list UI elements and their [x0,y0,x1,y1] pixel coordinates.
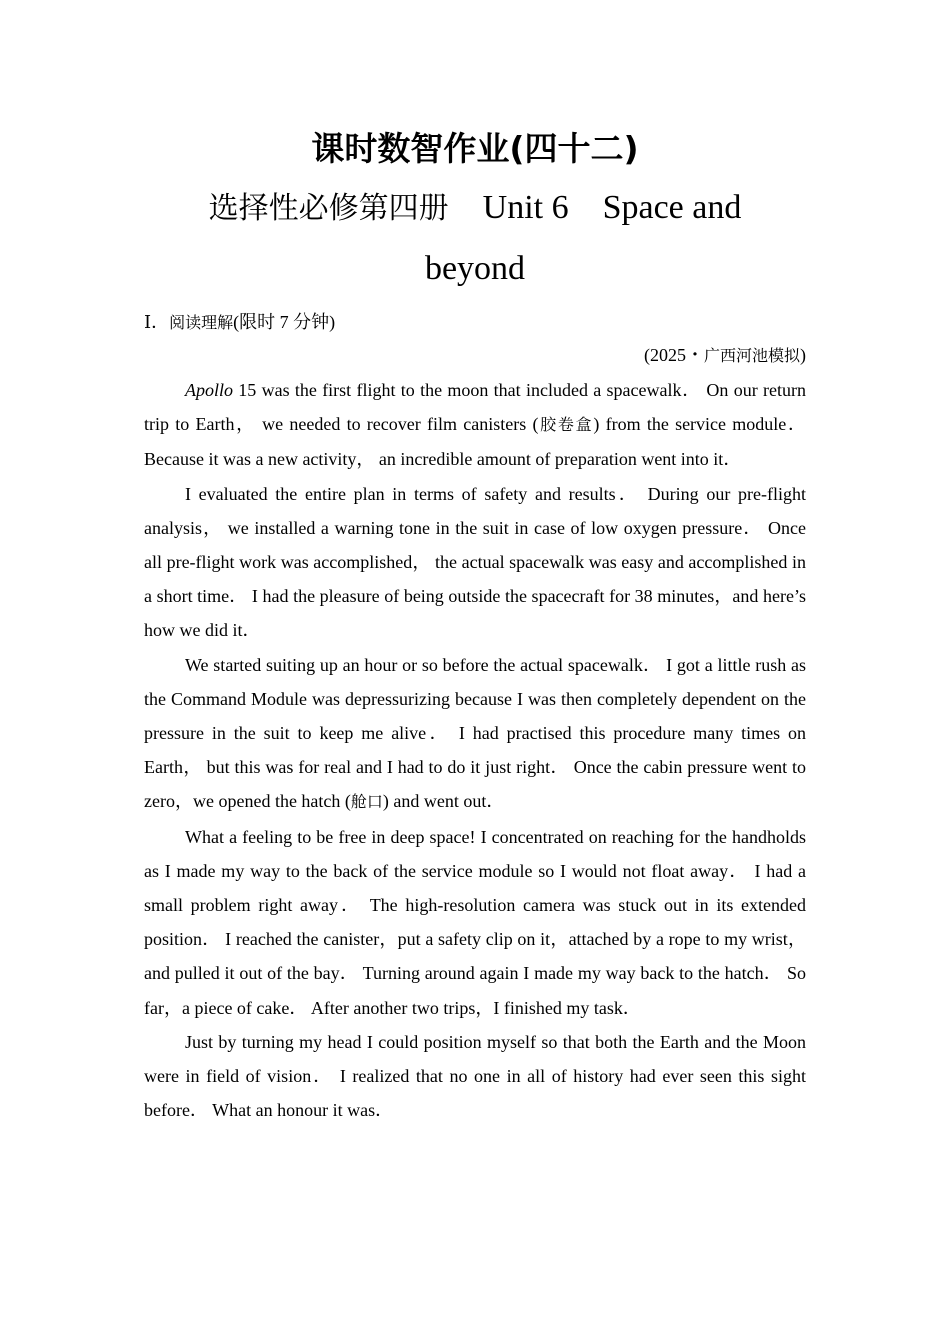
paragraph-text: 15 was the first flight to the moon that included a spacewalk． On our return trip to Earth， we needed to recover film canisters ( [144,380,806,435]
passage-paragraph-3 [144,648,806,820]
paragraph-text: ) and went out． [382,791,505,812]
subtitle-chinese: 选择性必修第四册 [208,191,449,226]
unit-subtitle-continued: beyond [424,250,526,287]
passage-paragraph-5: Just by turning my head I could position myself so that both the Earth and the Moon were in field of vision． I realized that no one in all of history had ever seen this sight before． What an honour it was． [144,1031,806,1121]
chinese-gloss: 舱口 [350,792,383,812]
passage-paragraph-4: What a feeling to be free in deep space! I concentrated on reaching for the handholds as I made my way to the back of the service module so I would not float away． I had a small problem right away． The high-resolution camera was stuck out in its extended position． I reached the canister，put a safety clip on it，attached by a rope to my wrist，and pulled it out of the bay． Turning around again I made my way back to the hatch． So far，a piece of cake． After another two trips，I finished my task． [144,826,806,1018]
source-suffix: ) [800,345,806,365]
chinese-gloss: 胶卷盒 [538,415,594,435]
section-label: 阅读理解 [169,313,234,332]
source-prefix: (2025・ [643,345,704,365]
section-time-limit: (限时 7 分钟) [233,312,336,332]
paragraph-text: ) from the service module． Because it was a new activity， an incredible amount of preparation went into it． [144,414,806,470]
italic-title: Apollo [185,380,233,400]
passage-source [144,338,806,373]
paragraph-text: We started suiting up an hour or so before the actual spacewalk． I got a little rush as the Command Module was depressurizing because I was then completely dependent on the pressure in the suit to keep me alive． I had practised this procedure many times on Earth， but this was for real and I had to do it just right． Once the cabin pressure went to zero，we opened the hatch ( [144,654,806,812]
passage-paragraph-2: I evaluated the entire plan in terms of safety and results． During our pre-flight analysis， we installed a warning tone in the suit in case of low oxygen pressure． Once all pre-flight work was accomplished， the actual spacewalk was easy and accomplished in a short time． I had the pleasure of being outside the spacecraft for 38 minutes，and here’s how we did it． [144,483,806,641]
page-title: 课时数智作业(四十二) [311,129,639,168]
unit-subtitle [144,178,806,239]
passage-paragraph-1 [144,373,806,477]
section-heading [144,307,806,338]
subtitle-english: Unit 6 Space and [482,189,742,226]
source-place: 广西河池模拟 [703,346,800,365]
section-number: Ⅰ． [144,312,170,332]
document-page [144,120,806,1127]
